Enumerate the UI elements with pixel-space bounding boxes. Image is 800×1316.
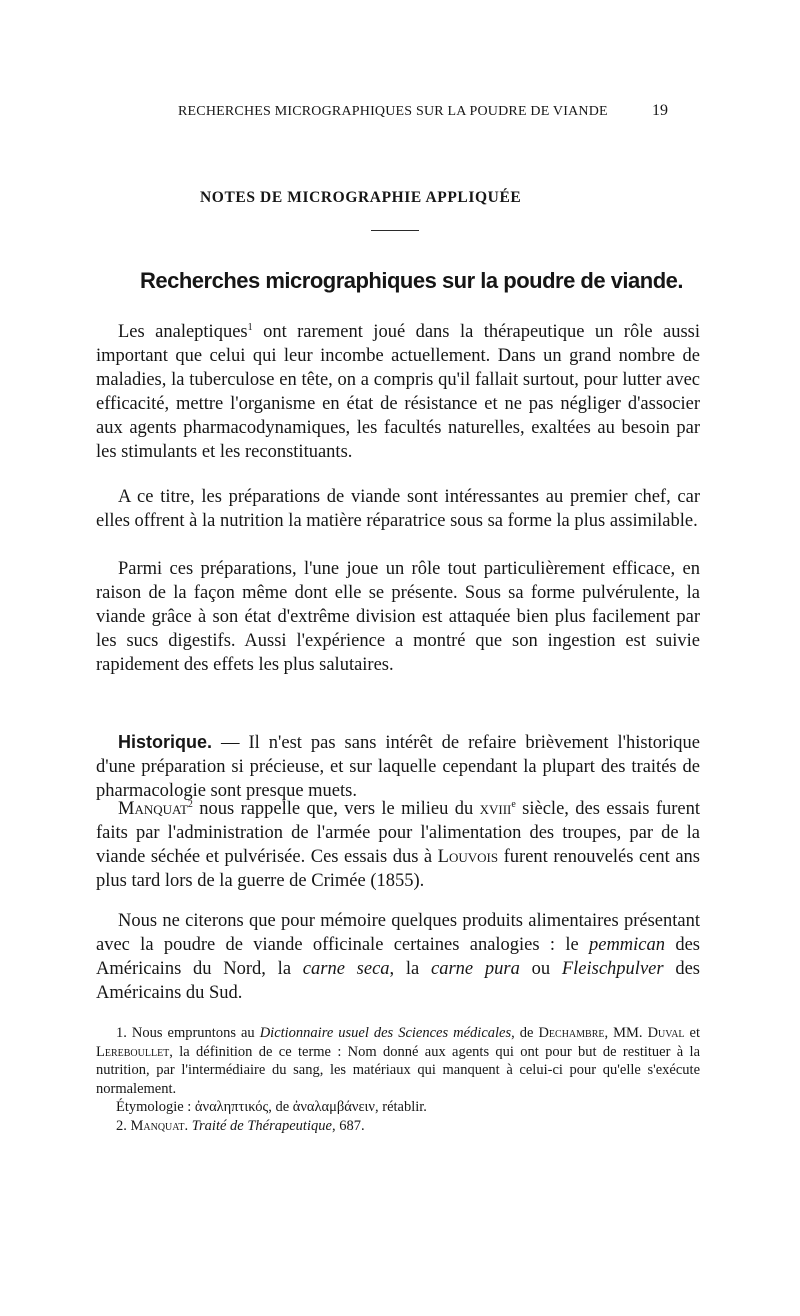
divider-rule [371, 230, 419, 231]
paragraph-text: furent renouvelés cent ans plus tard lors de la guerre de Crimée (1855). [96, 847, 700, 891]
paragraph-text: siècle, des essais furent faits par l'administration de l'armée pour l'alimentation des troupes, par de la viande séchée et pulvérisée. Ces essais dus à [96, 799, 700, 867]
paragraph-preparations: A ce titre, les préparations de viande sont intéressantes au premier chef, car elles offrent à la nutrition la matière réparatrice sous sa forme la plus assimilable. [96, 487, 700, 531]
running-head: RECHERCHES MICROGRAPHIQUES SUR LA POUDRE DE VIANDE [178, 104, 608, 119]
footnote-author: Lereboullet [96, 1043, 170, 1060]
italic-term: carne pura [431, 959, 520, 979]
paragraph-produits [96, 909, 700, 1005]
italic-term: pemmican [588, 935, 666, 955]
paragraph-text: Les analeptiques [118, 322, 248, 342]
footnote-number: 1. [116, 1025, 127, 1041]
author-name: Manquat [118, 799, 188, 819]
paragraph-manquat [96, 797, 700, 893]
paragraph-analeptiques [96, 320, 700, 464]
footnotes [96, 1024, 700, 1135]
footnote-text: et [684, 1025, 701, 1041]
paragraph-historique [96, 730, 700, 803]
paragraph-text: , la [389, 959, 432, 979]
paragraph-forme-pulverulente: Parmi ces préparations, l'une joue un rôle tout particulièrement efficace, en raison de la façon même dont elle se présente. Sous sa forme pulvérulente, la viande grâce à son état d'extrême division est attaquée bien plus facilement par les sucs digestifs. Aussi l'expérience a montré que son ingestion est suivie rapidement des effets les plus salutaires. [96, 559, 700, 675]
footnote-text: , 687. [331, 1117, 365, 1134]
italic-term: carne seca [302, 959, 390, 979]
footnote-text: , la définition de ce terme : Nom donné aux agents qui ont pour but de restituer à la nutrition, par l'intermédiaire du sang, les matériaux qui manquent à celui-ci pour qu'elle s'exécute normalement. [96, 1043, 700, 1097]
italic-term: Fleischpulver [561, 959, 664, 979]
footnote-author: Manquat [130, 1117, 185, 1134]
page-number: 19 [652, 102, 668, 119]
footnote-text: , MM. [604, 1025, 648, 1041]
paragraph-text: — Il n'est pas sans intérêt de refaire brièvement l'historique d'une préparation si précieuse, et sur laquelle cependant la plupart des traités de pharmacologie sont presque muets. [96, 733, 700, 801]
historique-heading: Historique. [118, 732, 213, 752]
author-name: Louvois [437, 847, 499, 867]
article-title: Recherches micrographiques sur la poudre de viande. [140, 268, 684, 293]
footnote-text: , de [511, 1025, 539, 1041]
footnote-ref: 1 [247, 321, 253, 333]
footnote-ref: 2 [187, 798, 193, 810]
footnote-author: Dechambre [538, 1025, 605, 1041]
footnote-author: Duval [647, 1025, 685, 1041]
paragraph-text: des Américains du Sud. [96, 959, 700, 1003]
paragraph-text: Nous ne citerons que pour mémoire quelques produits alimentaires présentant avec la poudre de viande officinale certaines analogies : le [96, 911, 700, 955]
century-numeral: xviii [479, 799, 512, 819]
section-heading: NOTES DE MICROGRAPHIE APPLIQUÉE [200, 189, 522, 206]
paragraph-text: ont rarement joué dans la thérapeutique un rôle aussi important que celui qui leur incombe actuellement. Dans un grand nombre de maladies, la tuberculose en tête, on a compris qu'il fallait surtout, pour lutter avec efficacité, mettre l'organisme en état de résistance et ne pas négliger d'associer aux agents pharmacodynamiques, les facultés naturelles, exaltées au besoin par les stimulants et les reconstituants. [96, 322, 700, 462]
footnote-2 [96, 1117, 700, 1136]
paragraph-text: ou [519, 959, 562, 979]
footnote-source: Dictionnaire usuel des Sciences médicales [259, 1025, 512, 1041]
century-suffix: e [511, 798, 516, 810]
footnote-1 [96, 1024, 700, 1098]
footnote-text: . [184, 1117, 192, 1134]
footnote-number: 2. [116, 1117, 127, 1134]
footnote-source: Traité de Thérapeutique [191, 1117, 332, 1134]
footnote-etymology: Étymologie : ἀναληπτικός, de ἀναλαμβάνειν, rétablir. [116, 1099, 427, 1115]
paragraph-text: des Américains du Nord, la [96, 935, 700, 979]
footnote-text: Nous empruntons au [126, 1025, 260, 1041]
paragraph-text: nous rappelle que, vers le milieu du [192, 799, 480, 819]
